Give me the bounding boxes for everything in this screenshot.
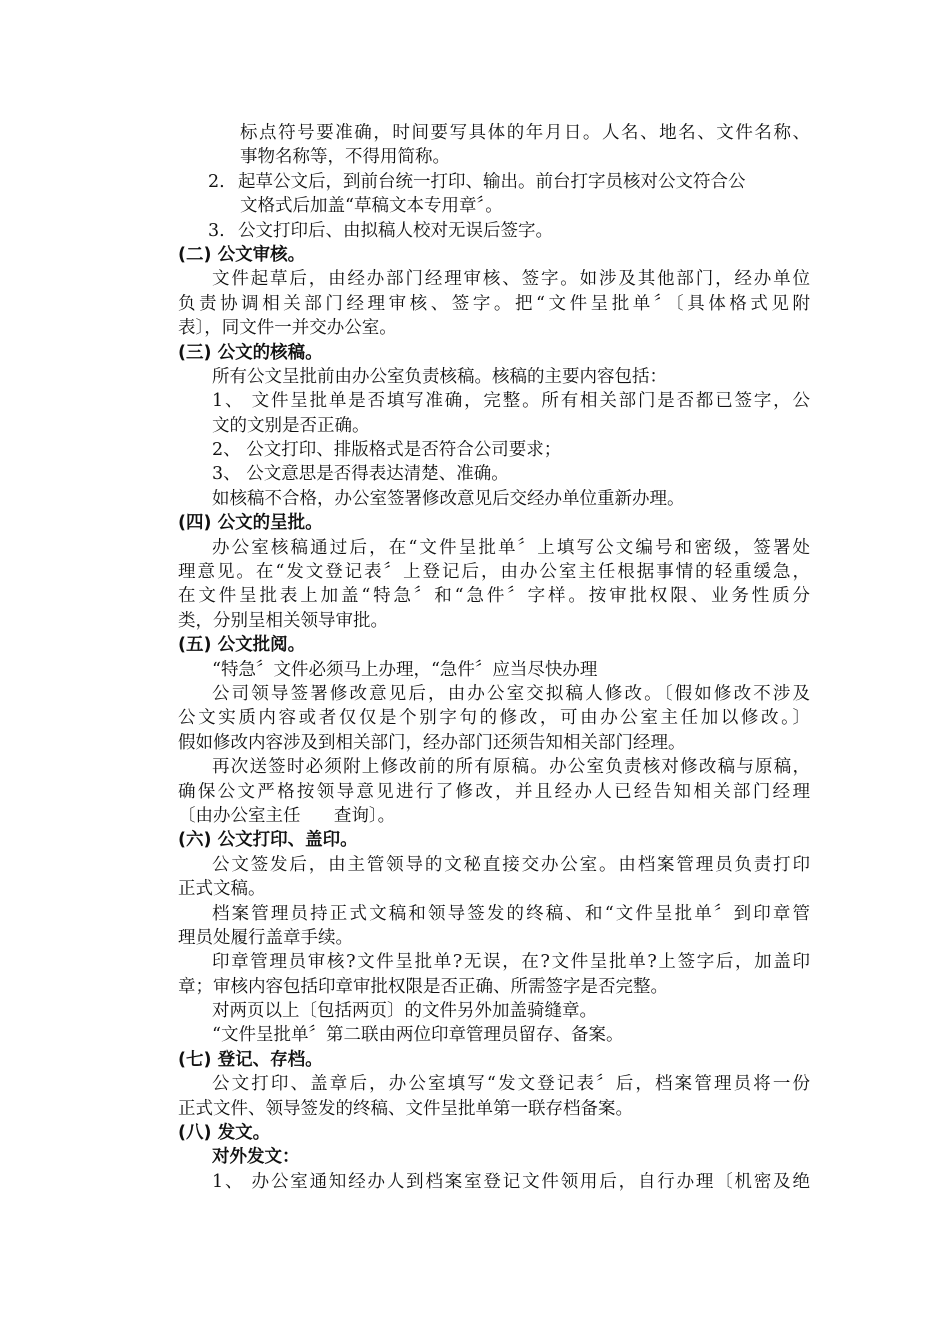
section-heading: (八) 发文。 <box>178 1123 271 1144</box>
section-heading: (六) 公文打印、盖印。 <box>178 830 358 851</box>
paragraph-line: 档案管理员持正式文稿和领导签发的终稿、和“文件呈批单〞到印章管 <box>212 903 810 924</box>
paragraph-line: 对两页以上〔包括两页〕的文件另外加盖骑缝章。 <box>212 1001 597 1022</box>
paragraph-line: 事物名称等，不得用简称。 <box>240 147 450 168</box>
list-item-continuation: 文的文别是否正确。 <box>212 415 370 436</box>
section-heading: (五) 公文批阅。 <box>178 635 306 656</box>
list-number: 3. <box>208 220 225 241</box>
paragraph-line: “特急〞文件必须马上办理，“急件〞应当尽快办理 <box>212 659 598 680</box>
list-item: 1、 文件呈批单是否填写准确，完整。所有相关部门是否都已签字，公 <box>212 391 810 412</box>
paragraph-line: 确保公文严格按领导意见进行了修改，并且经办人已经告知相关部门经理 <box>178 781 810 802</box>
section-heading: (三) 公文的核稿。 <box>178 342 323 363</box>
list-item: 2、 公文打印、排版格式是否符合公司要求； <box>212 440 562 461</box>
paragraph-line: 〔由办公室主任 查询〕。 <box>178 805 396 826</box>
paragraph-line: 再次送签时必须附上修改前的所有原稿。办公室负责核对修改稿与原稿， <box>212 757 810 778</box>
list-item: 1、 办公室通知经办人到档案室登记文件领用后，自行办理〔机密及绝 <box>212 1171 810 1192</box>
paragraph-line: 负责协调相关部门经理审核、签字。把“文件呈批单〞〔具体格式见附 <box>178 293 810 314</box>
paragraph-line: 正式文件、领导签发的终稿、文件呈批单第一联存档备案。 <box>178 1098 633 1119</box>
paragraph-line: 在文件呈批表上加盖“特急〞和“急件〞字样。按审批权限、业务性质分 <box>178 586 810 607</box>
list-number: 2. <box>208 171 225 192</box>
paragraph-line: 正式文稿。 <box>178 879 266 900</box>
paragraph-line: 理意见。在“发文登记表〞上登记后，由办公室主任根据事情的轻重缓急， <box>178 562 810 583</box>
paragraph-line: 办公室核稿通过后，在“文件呈批单〞上填写公文编号和密级，签署处 <box>212 537 810 558</box>
list-item-continuation: 文格式后加盖“草稿文本专用章〞。 <box>240 196 503 217</box>
paragraph-line: 公文实质内容或者仅仅是个别字句的修改，可由办公室主任加以修改。〕 <box>178 708 810 729</box>
section-heading: (七) 登记、存档。 <box>178 1049 323 1070</box>
section-heading: (二) 公文审核。 <box>178 244 306 265</box>
list-item <box>178 170 810 194</box>
paragraph-line: 章；审核内容包括印章审批权限是否正确、所需签字是否完整。 <box>178 976 668 997</box>
list-item: 3、 公文意思是否得表达清楚、准确。 <box>212 464 509 485</box>
paragraph-line: 表〕，同文件一并交办公室。 <box>178 318 397 339</box>
document-body <box>178 121 810 1194</box>
paragraph-line: 所有公文呈批前由办公室负责核稿。核稿的主要内容包括： <box>212 366 667 387</box>
section-heading: (四) 公文的呈批。 <box>178 513 323 534</box>
paragraph-line: 标点符号要准确，时间要写具体的年月日。人名、地名、文件名称、 <box>240 123 810 143</box>
paragraph-line: 印章管理员审核?文件呈批单?无误，在?文件呈批单?上签字后，加盖印 <box>212 952 810 973</box>
paragraph-line: “文件呈批单〞第二联由两位印章管理员留存、备案。 <box>212 1025 624 1046</box>
paragraph-line: 公文签发后，由主管领导的文秘直接交办公室。由档案管理员负责打印 <box>212 854 810 875</box>
paragraph-line: 文件起草后，由经办部门经理审核、签字。如涉及其他部门，经办单位 <box>212 269 810 290</box>
list-item <box>178 219 810 243</box>
paragraph-line: 理员处履行盖章手续。 <box>178 927 353 948</box>
list-text: 起草公文后，到前台统一打印、输出。前台打字员核对公文符合公 <box>238 171 746 192</box>
paragraph-line: 类，分别呈相关领导审批。 <box>178 610 388 631</box>
paragraph-line: 公文打印、盖章后，办公室填写“发文登记表〞后，档案管理员将一份 <box>212 1074 810 1095</box>
paragraph-line: 如核稿不合格，办公室签署修改意见后交经办单位重新办理。 <box>212 488 685 509</box>
list-text: 公文打印后、由拟稿人校对无误后签字。 <box>238 220 553 241</box>
paragraph-line: 公司领导签署修改意见后，由办公室交拟稿人修改。〔假如修改不涉及 <box>212 683 810 704</box>
sub-heading: 对外发文： <box>212 1147 300 1168</box>
paragraph-line: 假如修改内容涉及到相关部门，经办部门还须告知相关部门经理。 <box>178 732 686 753</box>
